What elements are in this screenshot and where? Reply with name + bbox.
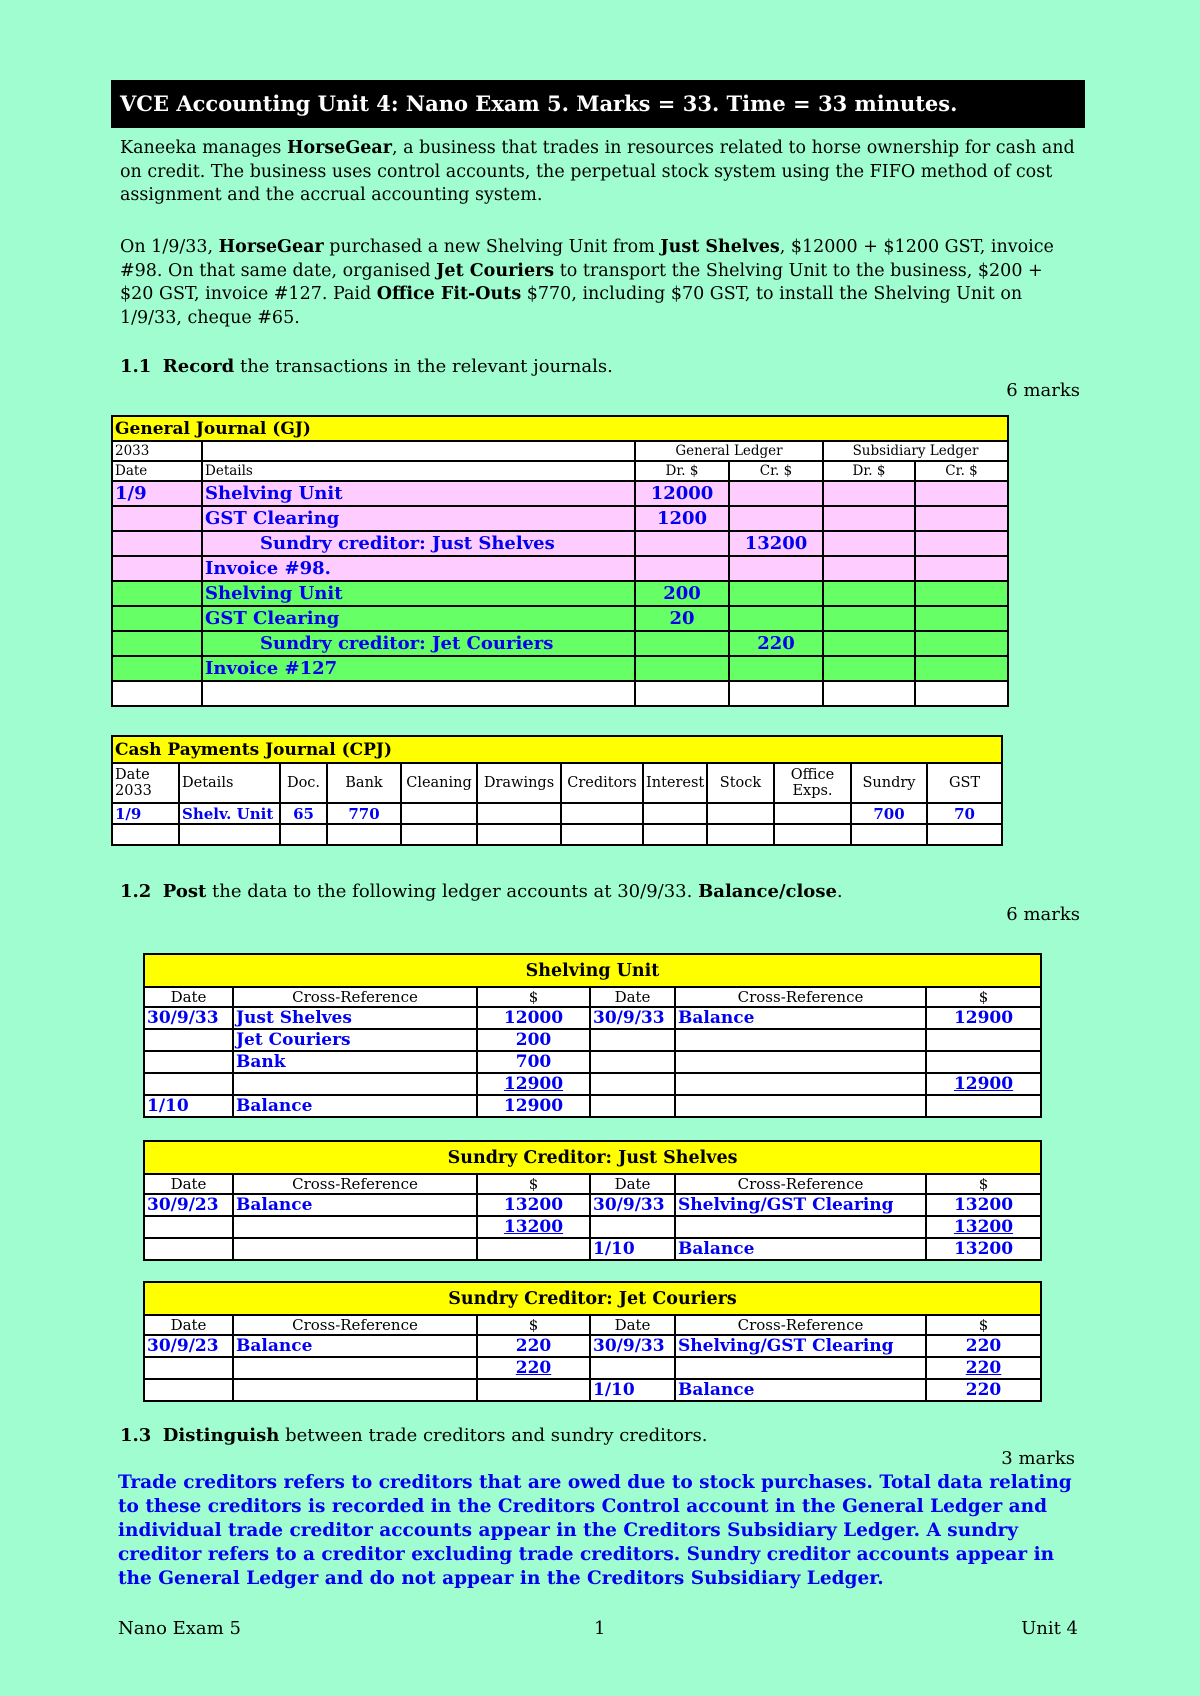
ledger-row xyxy=(144,1335,1041,1357)
ledger-cell: 30/9/33 xyxy=(590,1335,675,1357)
ledger-cell xyxy=(926,1051,1041,1073)
ledger-cell: 13200 xyxy=(926,1194,1041,1216)
ledger-cell: Balance xyxy=(233,1194,477,1216)
gj-sl-cr xyxy=(915,481,1008,506)
cpj-header-cell: Doc. xyxy=(280,763,327,803)
cpj-header-cell: Stock xyxy=(707,763,774,803)
ledger-cell xyxy=(590,1073,675,1095)
ledger-cell: 13200 xyxy=(926,1216,1041,1238)
date-header: Date xyxy=(112,461,202,481)
ledger-cell: 30/9/23 xyxy=(144,1335,233,1357)
gj-gl-cr: 220 xyxy=(729,631,823,656)
gj-gl-dr xyxy=(635,531,729,556)
ledger-row xyxy=(144,1095,1041,1117)
ledger-cell xyxy=(233,1216,477,1238)
cpj-cell xyxy=(707,803,774,824)
cpj-title: Cash Payments Journal (CPJ) xyxy=(112,736,1002,763)
ledger-header-cell: Date xyxy=(590,1315,675,1335)
ledger-cell xyxy=(675,1216,926,1238)
gj-date xyxy=(112,631,202,656)
cpj-cell: 1/9 xyxy=(112,803,179,824)
ledger-header-cell: Date xyxy=(590,987,675,1007)
ledger-cell: Balance xyxy=(675,1379,926,1401)
ledger-cell: Shelving/GST Clearing xyxy=(675,1194,926,1216)
ledger-cell xyxy=(590,1029,675,1051)
cpj-cell xyxy=(561,803,643,824)
answer-text: Trade creditors refers to creditors that are owed due to stock purchases. Total data relating to these creditors is recorded in the Creditors Control account in the General Ledger and individual trade creditor accounts appear in the Creditors Subsidiary Ledger. A sundry creditor refers to a creditor excluding trade creditors. Sundry creditor accounts appear in the General Ledger and do not appear in the Creditors Subsidiary Ledger. xyxy=(118,1472,1072,1589)
ledger-cell xyxy=(590,1051,675,1073)
ledger-cell xyxy=(144,1357,233,1379)
ledger-cell: 30/9/33 xyxy=(590,1007,675,1029)
ledger-cell: 220 xyxy=(926,1357,1041,1379)
cpj-cell: 700 xyxy=(851,803,927,824)
ledger-header-cell: Date xyxy=(144,1315,233,1335)
gj-gl-cr xyxy=(729,556,823,581)
gj-gl-dr: 20 xyxy=(635,606,729,631)
gj-date xyxy=(112,681,202,706)
gj-details: Invoice #98. xyxy=(202,556,635,581)
gj-sl-cr xyxy=(915,556,1008,581)
cpj-cell xyxy=(401,824,477,845)
cpj-header-cell: GST xyxy=(927,763,1002,803)
gj-row xyxy=(112,581,1008,606)
gj-sl-dr xyxy=(823,556,915,581)
ledger-header-cell: Date xyxy=(144,987,233,1007)
gj-sl-dr xyxy=(823,531,915,556)
general-journal-table xyxy=(111,415,1009,707)
ledger-header-cell: Cross-Reference xyxy=(675,1174,926,1194)
gj-gl-cr xyxy=(729,656,823,681)
cpj-header-cell: Sundry xyxy=(851,763,927,803)
ledger-cell xyxy=(144,1238,233,1260)
ledger-header-cell: $ xyxy=(477,987,590,1007)
cpj-header-cell: Bank xyxy=(327,763,401,803)
gj-sl-dr xyxy=(823,631,915,656)
ledger-row xyxy=(144,1194,1041,1216)
ledger-row xyxy=(144,1051,1041,1073)
cpj-header-cell: Date 2033 xyxy=(112,763,179,803)
footer-right: Unit 4 xyxy=(1021,1618,1078,1639)
gj-gl-dr xyxy=(635,556,729,581)
ledger-cell: Balance xyxy=(233,1095,477,1117)
ledger-row xyxy=(144,1007,1041,1029)
gj-date xyxy=(112,656,202,681)
ledger-title: Sundry Creditor: Jet Couriers xyxy=(144,1282,1041,1315)
ledger-cell xyxy=(144,1073,233,1095)
ledger-cell: 1/10 xyxy=(590,1379,675,1401)
cpj-cell xyxy=(643,824,707,845)
general-journal-title: General Journal (GJ) xyxy=(112,416,1008,441)
gj-sl-dr xyxy=(823,656,915,681)
question-1-1: 1.1 Record the transactions in the relevant journals. xyxy=(120,356,613,377)
gj-row xyxy=(112,656,1008,681)
sl-cr-header: Cr. $ xyxy=(915,461,1008,481)
ledger-cell: 30/9/33 xyxy=(144,1007,233,1029)
gj-date xyxy=(112,506,202,531)
gl-dr-header: Dr. $ xyxy=(635,461,729,481)
ledger-header-cell: $ xyxy=(477,1174,590,1194)
ledger-cell xyxy=(675,1029,926,1051)
gj-sl-cr xyxy=(915,606,1008,631)
ledger-cell xyxy=(144,1216,233,1238)
gj-sl-cr xyxy=(915,656,1008,681)
cpj-cell xyxy=(477,824,561,845)
gj-sl-cr xyxy=(915,631,1008,656)
ledger-cell xyxy=(477,1379,590,1401)
gj-gl-dr xyxy=(635,681,729,706)
ledger-cell: 1/10 xyxy=(144,1095,233,1117)
ledger-cell: Shelving/GST Clearing xyxy=(675,1335,926,1357)
gj-gl-cr xyxy=(729,581,823,606)
ledger-cell: 220 xyxy=(477,1357,590,1379)
gj-details: Shelving Unit xyxy=(202,481,635,506)
question-1-3: 1.3 Distinguish between trade creditors and sundry creditors. xyxy=(120,1425,708,1446)
intro-paragraph-2: On 1/9/33, HorseGear purchased a new Shelving Unit from Just Shelves, $12000 + $1200 GST, invoice #98. On that same date, organised Jet Couriers to transport the Shelving Unit to the business, $200 + $20 GST, invoice #127. Paid Office Fit-Outs $770, including $70 GST, to install the Shelving Unit on 1/9/33, cheque #65. xyxy=(120,237,1054,328)
ledger-cell: 30/9/33 xyxy=(590,1194,675,1216)
ledger-cell: Bank xyxy=(233,1051,477,1073)
cpj-cell: 770 xyxy=(327,803,401,824)
ledger-row xyxy=(144,1029,1041,1051)
cpj-cell xyxy=(561,824,643,845)
cpj-header-cell: Details xyxy=(179,763,280,803)
gj-row xyxy=(112,531,1008,556)
sl-dr-header: Dr. $ xyxy=(823,461,915,481)
gj-gl-cr xyxy=(729,481,823,506)
ledger-header-cell: Date xyxy=(590,1174,675,1194)
cpj-cell xyxy=(707,824,774,845)
cpj-row xyxy=(112,803,1002,824)
gj-details: GST Clearing xyxy=(202,606,635,631)
ledger-cell: 13200 xyxy=(477,1216,590,1238)
exam-title: VCE Accounting Unit 4: Nano Exam 5. Marks = 33. Time = 33 minutes. xyxy=(111,80,1085,128)
gj-details: GST Clearing xyxy=(202,506,635,531)
gj-gl-dr: 1200 xyxy=(635,506,729,531)
gj-date: 1/9 xyxy=(112,481,202,506)
general-ledger-header: General Ledger xyxy=(635,441,823,461)
gj-row xyxy=(112,556,1008,581)
ledger-cell xyxy=(675,1095,926,1117)
cpj-header-cell: Office Exps. xyxy=(774,763,851,803)
gj-sl-cr xyxy=(915,581,1008,606)
ledger-row xyxy=(144,1357,1041,1379)
ledger-cell: Just Shelves xyxy=(233,1007,477,1029)
ledger-cell: Balance xyxy=(675,1007,926,1029)
ledger-cell xyxy=(233,1238,477,1260)
ledger-cell xyxy=(675,1357,926,1379)
gj-row xyxy=(112,481,1008,506)
ledger-header-cell: Cross-Reference xyxy=(233,987,477,1007)
gj-sl-cr xyxy=(915,531,1008,556)
ledger-cell: 12900 xyxy=(926,1073,1041,1095)
ledger-cell: 12900 xyxy=(477,1095,590,1117)
ledger-account-table xyxy=(143,1281,1042,1402)
ledger-account-table xyxy=(143,1140,1042,1261)
ledger-cell: 220 xyxy=(926,1379,1041,1401)
subsidiary-ledger-header: Subsidiary Ledger xyxy=(823,441,1008,461)
ledger-cell: Jet Couriers xyxy=(233,1029,477,1051)
gj-sl-dr xyxy=(823,606,915,631)
ledger-cell xyxy=(144,1051,233,1073)
gj-date xyxy=(112,606,202,631)
gj-date xyxy=(112,556,202,581)
ledger-cell: 12000 xyxy=(477,1007,590,1029)
gj-sl-cr xyxy=(915,681,1008,706)
gj-sl-dr xyxy=(823,581,915,606)
ledger-row xyxy=(144,1238,1041,1260)
ledger-cell xyxy=(926,1095,1041,1117)
ledger-cell: Balance xyxy=(233,1335,477,1357)
gj-gl-dr: 200 xyxy=(635,581,729,606)
gj-row xyxy=(112,631,1008,656)
ledger-header-cell: $ xyxy=(926,1315,1041,1335)
ledger-cell: 12900 xyxy=(926,1007,1041,1029)
gj-gl-cr xyxy=(729,681,823,706)
ledger-row xyxy=(144,1073,1041,1095)
gj-gl-dr xyxy=(635,656,729,681)
gj-details: Invoice #127 xyxy=(202,656,635,681)
ledger-header-cell: $ xyxy=(477,1315,590,1335)
ledger-header-cell: Cross-Reference xyxy=(675,987,926,1007)
footer-page-number: 1 xyxy=(594,1618,606,1639)
ledger-cell: 700 xyxy=(477,1051,590,1073)
gj-row xyxy=(112,506,1008,531)
ledger-title: Shelving Unit xyxy=(144,954,1041,987)
ledger-row xyxy=(144,1379,1041,1401)
footer-left: Nano Exam 5 xyxy=(118,1618,241,1639)
ledger-cell: 30/9/23 xyxy=(144,1194,233,1216)
ledger-cell xyxy=(590,1216,675,1238)
cpj-cell: 70 xyxy=(927,803,1002,824)
cash-payments-journal-table xyxy=(111,735,1003,846)
cpj-cell xyxy=(477,803,561,824)
gj-details: Sundry creditor: Jet Couriers xyxy=(202,631,635,656)
cpj-cell xyxy=(112,824,179,845)
ledger-cell xyxy=(675,1051,926,1073)
ledger-cell xyxy=(144,1379,233,1401)
ledger-header-cell: Cross-Reference xyxy=(233,1174,477,1194)
gl-cr-header: Cr. $ xyxy=(729,461,823,481)
question-1-2: 1.2 Post the data to the following ledger accounts at 30/9/33. Balance/close. xyxy=(120,881,843,902)
gj-sl-dr xyxy=(823,481,915,506)
ledger-cell xyxy=(590,1357,675,1379)
cpj-cell xyxy=(643,803,707,824)
ledger-row xyxy=(144,1216,1041,1238)
gj-row xyxy=(112,606,1008,631)
question-1-1-marks: 6 marks xyxy=(1006,380,1080,401)
ledger-header-cell: $ xyxy=(926,1174,1041,1194)
gj-sl-dr xyxy=(823,506,915,531)
ledger-cell: 13200 xyxy=(477,1194,590,1216)
ledger-cell xyxy=(477,1238,590,1260)
gj-date xyxy=(112,531,202,556)
ledger-header-cell: Date xyxy=(144,1174,233,1194)
journal-year: 2033 xyxy=(112,441,202,461)
cpj-cell xyxy=(851,824,927,845)
cpj-header-row xyxy=(112,763,1002,803)
cpj-cell xyxy=(774,824,851,845)
ledger-cell: 220 xyxy=(477,1335,590,1357)
ledger-header-cell: $ xyxy=(926,987,1041,1007)
cpj-cell: Shelv. Unit xyxy=(179,803,280,824)
ledger-title: Sundry Creditor: Just Shelves xyxy=(144,1141,1041,1174)
gj-gl-dr: 12000 xyxy=(635,481,729,506)
ledger-cell xyxy=(926,1029,1041,1051)
cpj-cell xyxy=(327,824,401,845)
cpj-cell: 65 xyxy=(280,803,327,824)
cpj-row xyxy=(112,824,1002,845)
question-1-3-marks: 3 marks xyxy=(1001,1448,1075,1469)
cpj-header-cell: Drawings xyxy=(477,763,561,803)
ledger-cell: 12900 xyxy=(477,1073,590,1095)
ledger-cell: 1/10 xyxy=(590,1238,675,1260)
gj-gl-cr: 13200 xyxy=(729,531,823,556)
ledger-cell xyxy=(233,1073,477,1095)
cpj-header-cell: Creditors xyxy=(561,763,643,803)
ledger-cell xyxy=(233,1379,477,1401)
ledger-header-cell: Cross-Reference xyxy=(675,1315,926,1335)
ledger-cell xyxy=(144,1029,233,1051)
gj-gl-cr xyxy=(729,506,823,531)
cpj-cell xyxy=(280,824,327,845)
ledger-cell: Balance xyxy=(675,1238,926,1260)
gj-sl-dr xyxy=(823,681,915,706)
cpj-cell xyxy=(774,803,851,824)
gj-row xyxy=(112,681,1008,706)
ledger-header-cell: Cross-Reference xyxy=(233,1315,477,1335)
cpj-cell xyxy=(927,824,1002,845)
cpj-header-cell: Interest xyxy=(643,763,707,803)
question-1-2-marks: 6 marks xyxy=(1006,904,1080,925)
gj-gl-dr xyxy=(635,631,729,656)
gj-sl-cr xyxy=(915,506,1008,531)
cpj-cell xyxy=(179,824,280,845)
cpj-header-cell: Cleaning xyxy=(401,763,477,803)
cpj-cell xyxy=(401,803,477,824)
gj-details xyxy=(202,681,635,706)
gj-gl-cr xyxy=(729,606,823,631)
ledger-cell: 220 xyxy=(926,1335,1041,1357)
ledger-cell xyxy=(675,1073,926,1095)
ledger-cell: 13200 xyxy=(926,1238,1041,1260)
ledger-cell xyxy=(233,1357,477,1379)
gj-details: Shelving Unit xyxy=(202,581,635,606)
ledger-cell xyxy=(590,1095,675,1117)
gj-date xyxy=(112,581,202,606)
gj-details: Sundry creditor: Just Shelves xyxy=(202,531,635,556)
ledger-account-table xyxy=(143,953,1042,1118)
intro-paragraph-1: Kaneeka manages HorseGear, a business that trades in resources related to horse ownership for cash and on credit. The business uses control accounts, the perpetual stock system using the FIFO method of cost assignment and the accrual accounting system. xyxy=(120,138,1075,205)
details-header: Details xyxy=(202,461,635,481)
ledger-cell: 200 xyxy=(477,1029,590,1051)
